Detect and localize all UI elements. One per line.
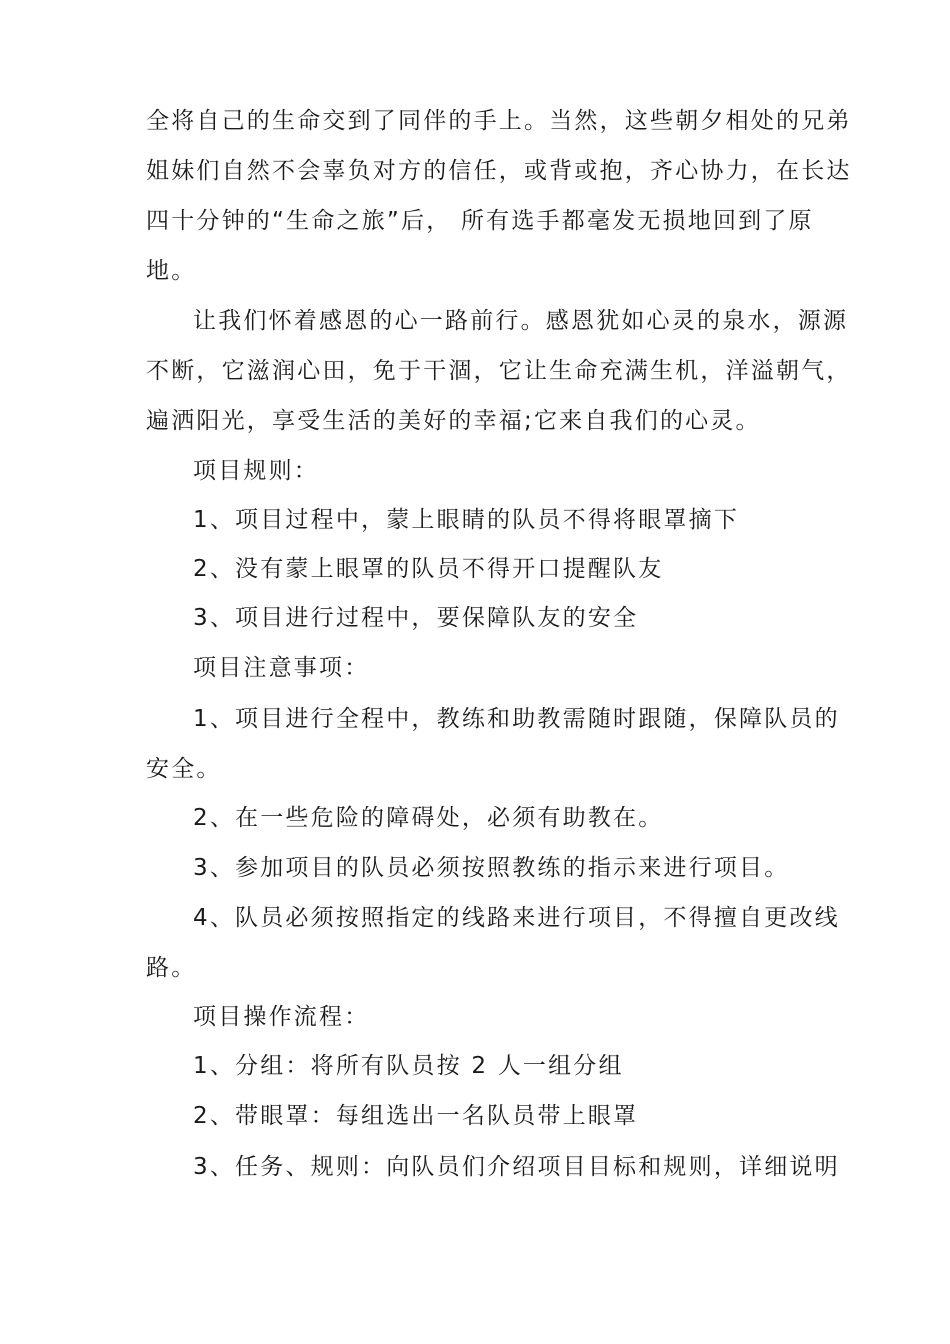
text-line: 不断，它滋润心田，免于干涸，它让生命充满生机，洋溢朝气，: [146, 358, 852, 384]
list-item: 3、项目进行过程中，要保障队友的安全: [193, 605, 639, 631]
list-item: 1、项目过程中，蒙上眼睛的队员不得将眼罩摘下: [193, 507, 740, 533]
section-heading: 项目操作流程：: [193, 1004, 370, 1030]
list-item: 3、任务、规则：向队员们介绍项目目标和规则，详细说明: [193, 1154, 840, 1180]
list-item: 2、没有蒙上眼罩的队员不得开口提醒队友: [193, 556, 664, 582]
text-line: 姐妹们自然不会辜负对方的信任，或背或抱，齐心协力，在长达: [146, 158, 852, 184]
list-item: 2、在一些危险的障碍处，必须有助教在。: [193, 805, 664, 831]
list-item: 4、队员必须按照指定的线路来进行项目，不得擅自更改线: [193, 905, 840, 931]
text-line: 路。: [146, 955, 197, 981]
text-line: 地。: [146, 258, 197, 284]
text-line: 让我们怀着感恩的心一路前行。感恩犹如心灵的泉水，源源: [193, 308, 849, 334]
section-heading: 项目规则：: [193, 458, 319, 484]
text-line: 全将自己的生命交到了同伴的手上。当然，这些朝夕相处的兄弟: [146, 108, 852, 134]
text-line: 遍洒阳光，享受生活的美好的幸福;它来自我们的心灵。: [146, 408, 761, 434]
list-item: 1、项目进行全程中，教练和助教需随时跟随，保障队员的: [193, 706, 840, 732]
list-item: 3、参加项目的队员必须按照教练的指示来进行项目。: [193, 855, 790, 881]
text-line: 安全。: [146, 756, 222, 782]
list-item: 1、分组：将所有队员按 2 人一组分组: [193, 1053, 624, 1079]
text-line: 四十分钟的“生命之旅”后， 所有选手都毫发无损地回到了原: [146, 208, 814, 234]
section-heading: 项目注意事项：: [193, 655, 370, 681]
list-item: 2、带眼罩：每组选出一名队员带上眼罩: [193, 1103, 639, 1129]
